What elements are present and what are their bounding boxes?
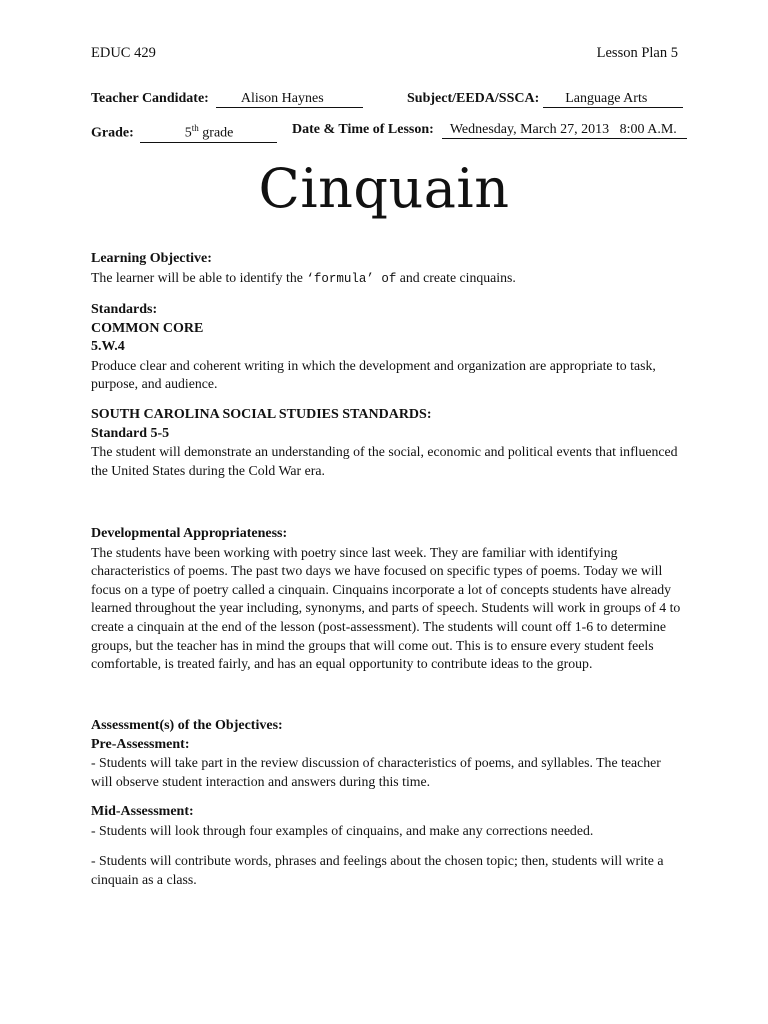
pre-assessment-heading: Pre-Assessment: <box>91 736 190 752</box>
development-heading: Developmental Appropriateness: <box>91 526 288 541</box>
grade-word: grade <box>202 125 234 141</box>
standard-code: 5.W.4 <box>91 339 125 355</box>
standards-section <box>91 301 681 394</box>
objective-text-formula: ‘formula’ of <box>306 271 397 286</box>
mid-assessment-section <box>91 803 681 840</box>
objective-section <box>91 250 681 288</box>
subject-label: Subject/EEDA/SSCA: <box>407 91 540 106</box>
lesson-number: Lesson Plan 5 <box>596 45 678 61</box>
sc-standards-section <box>91 406 681 480</box>
page-title: Cinquain <box>258 157 510 220</box>
mid-assessment-text-1: - Students will look through four examples of cinquains, and make any corrections needed. <box>91 822 594 838</box>
objective-heading: Learning Objective: <box>91 251 212 266</box>
objective-text-a: The learner will be able to identify the <box>91 269 307 285</box>
grade-value <box>140 120 277 143</box>
objective-text <box>91 269 681 289</box>
sc-standard-code: Standard 5-5 <box>91 425 170 441</box>
grade-row <box>91 120 277 143</box>
common-core-heading: COMMON CORE <box>91 320 204 336</box>
date-value: Wednesday, March 27, 2013 8:00 A.M. <box>442 122 687 139</box>
standards-heading: Standards: <box>91 302 158 317</box>
teacher-value: Alison Haynes <box>216 91 363 108</box>
subject-row <box>407 89 683 108</box>
mid-assessment-heading: Mid-Assessment: <box>91 804 194 819</box>
sc-standards-heading: SOUTH CAROLINA SOCIAL STUDIES STANDARDS: <box>91 407 432 422</box>
assessment-section <box>91 717 681 791</box>
grade-suffix: th <box>191 123 199 133</box>
subject-value: Language Arts <box>543 91 683 108</box>
mid-assessment-text-2: - Students will contribute words, phrases and feelings about the chosen topic; then, students will write a cinquain as a class. <box>91 853 664 887</box>
assessment-heading: Assessment(s) of the Objectives: <box>91 718 283 733</box>
development-section <box>91 525 681 674</box>
date-label: Date & Time of Lesson: <box>292 122 434 137</box>
sc-standard-text: The student will demonstrate an understanding of the social, economic and political events that influenced the United States during the Cold War era. <box>91 444 678 478</box>
grade-label: Grade: <box>91 125 134 141</box>
objective-text-b: and create cinquains. <box>396 269 516 285</box>
grade-number: 5 <box>184 125 192 141</box>
course-code: EDUC 429 <box>91 45 156 61</box>
teacher-row <box>91 89 363 108</box>
pre-assessment-text: - Students will take part in the review discussion of characteristics of poems, and syllables. The teacher will observe student interaction and answers during this time. <box>91 755 661 789</box>
date-row <box>292 120 687 139</box>
teacher-label: Teacher Candidate: <box>91 91 209 106</box>
mid-assessment-section-2 <box>91 852 681 889</box>
development-text: The students have been working with poetry since last week. They are familiar with identifying characteristics of poems. The past two days we have focused on specific types of poems. Today we will focus on a type of poetry called a cinquain. Cinquains incorporate a lot of concepts students have already learned throughout the year including, synonyms, and parts of speech. Students will work in groups of 4 to create a cinquain at the end of the lesson (post-assessment). The students will count off 1-6 to determine groups, but the teacher has in mind the groups that will come out. This is to ensure every student feels comfortable, is treated fairly, and has an equal opportunity to contribute ideas to the group. <box>91 544 681 672</box>
standard-text: Produce clear and coherent writing in which the development and organization are appropriate to task, purpose, and audience. <box>91 357 656 392</box>
